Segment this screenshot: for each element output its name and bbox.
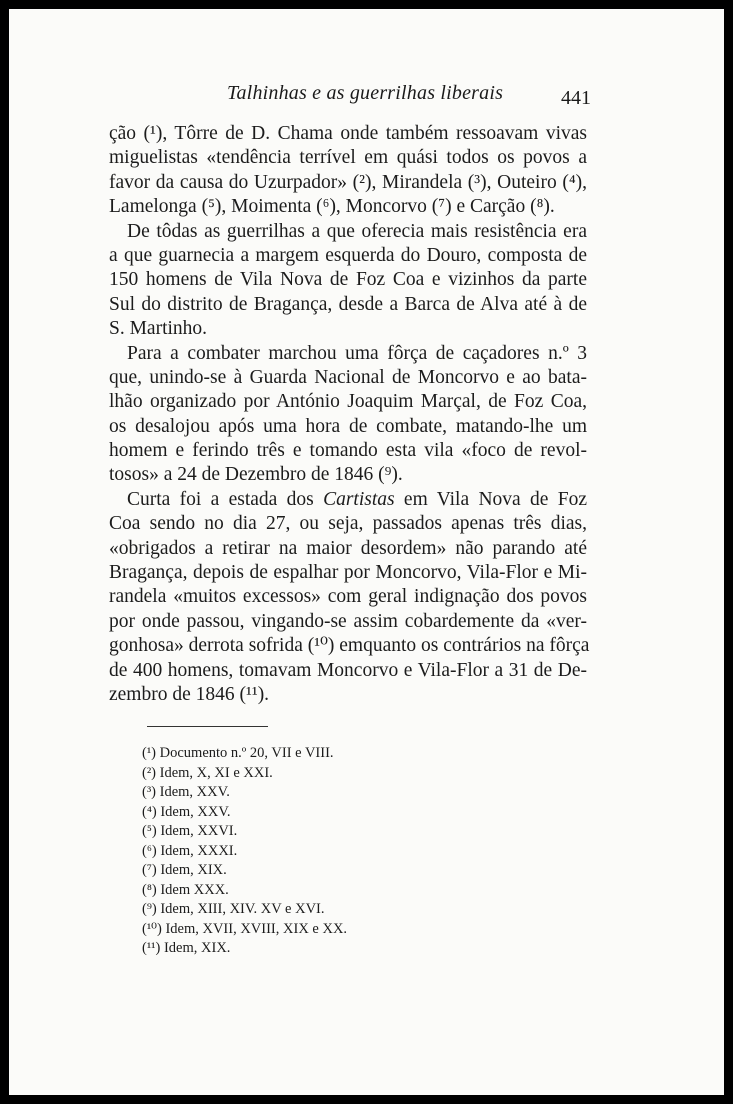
- footnote-separator: [147, 726, 268, 727]
- text-line: os desalojou após uma hora de combate, matando-lhe um: [109, 415, 587, 437]
- text-line: gonhosa» derrota sofrida (¹⁰) emquanto os contrários na fôrça: [109, 635, 590, 657]
- text-line: favor da causa do Uzurpador» (²), Mirandela (³), Outeiro (⁴),: [109, 171, 587, 193]
- footnote: (¹⁰) Idem, XVII, XVIII, XIX e XX.: [142, 920, 348, 937]
- body-text: [109, 122, 590, 707]
- footnote: (¹¹) Idem, XIX.: [142, 940, 231, 956]
- footnote: (⁶) Idem, XXXI.: [142, 842, 238, 859]
- text-line: Curta foi a estada dos Cartistas em Vila Nova de Foz: [127, 488, 587, 510]
- text-line: por onde passou, vingando-se assim cobardemente da «ver-: [109, 610, 587, 632]
- text-line: «obrigados a retirar na maior desordem» não parando até: [109, 537, 587, 559]
- footnote: (¹) Documento n.º 20, VII e VIII.: [142, 745, 334, 761]
- footnote: (⁴) Idem, XXV.: [142, 803, 231, 820]
- text-line: a que guarnecia a margem esquerda do Douro, composta de: [109, 244, 587, 266]
- footnote: (⁷) Idem, XIX.: [142, 862, 227, 878]
- footnote: (⁸) Idem XXX.: [142, 881, 229, 898]
- text-line: Lamelonga (⁵), Moimenta (⁶), Moncorvo (⁷) e Carção (⁸).: [109, 196, 555, 218]
- book-page: [9, 9, 724, 1095]
- running-head: Talhinhas e as guerrilhas liberais: [227, 82, 504, 104]
- footnotes: [142, 744, 347, 959]
- italic-term: Cartistas: [323, 488, 395, 510]
- text-line: tosos» a 24 de Dezembro de 1846 (⁹).: [109, 464, 403, 486]
- text-line: de 400 homens, tomavam Moncorvo e Vila-Flor a 31 de De-: [109, 659, 587, 681]
- page-number: 441: [561, 87, 591, 109]
- text-line: Sul do distrito de Bragança, desde a Barca de Alva até à de: [109, 293, 587, 315]
- text-line: homem e ferindo três e tomando esta vila «foco de revol-: [109, 440, 587, 462]
- footnote: (⁵) Idem, XXVI.: [142, 823, 238, 839]
- text-line: 150 homens de Vila Nova de Foz Coa e vizinhos da parte: [109, 269, 587, 291]
- text-line: miguelistas «tendência terrível em quási todos os povos a: [109, 147, 587, 169]
- text-line: lhão organizado por António Joaquim Marçal, de Foz Coa,: [109, 391, 587, 413]
- text-line: Coa sendo no dia 27, ou seja, passados apenas três dias,: [109, 513, 587, 535]
- text-line: Para a combater marchou uma fôrça de caçadores n.º 3: [127, 342, 587, 364]
- text-line: que, unindo-se à Guarda Nacional de Moncorvo e ao bata-: [109, 366, 587, 388]
- footnote: (⁹) Idem, XIII, XIV. XV e XVI.: [142, 901, 325, 917]
- text-line: ção (¹), Tôrre de D. Chama onde também ressoavam vivas: [109, 123, 587, 144]
- text-line: Bragança, depois de espalhar por Moncorvo, Vila-Flor e Mi-: [109, 562, 587, 584]
- text-line: zembro de 1846 (¹¹).: [109, 683, 270, 705]
- page-content: [9, 9, 724, 1095]
- footnote: (²) Idem, X, XI e XXI.: [142, 764, 273, 781]
- text-line: De tôdas as guerrilhas a que oferecia mais resistência era: [127, 220, 587, 242]
- text-line: randela «muitos excessos» com geral indignação dos povos: [109, 586, 587, 608]
- footnote: (³) Idem, XXV.: [142, 784, 230, 800]
- text-line: S. Martinho.: [109, 318, 208, 340]
